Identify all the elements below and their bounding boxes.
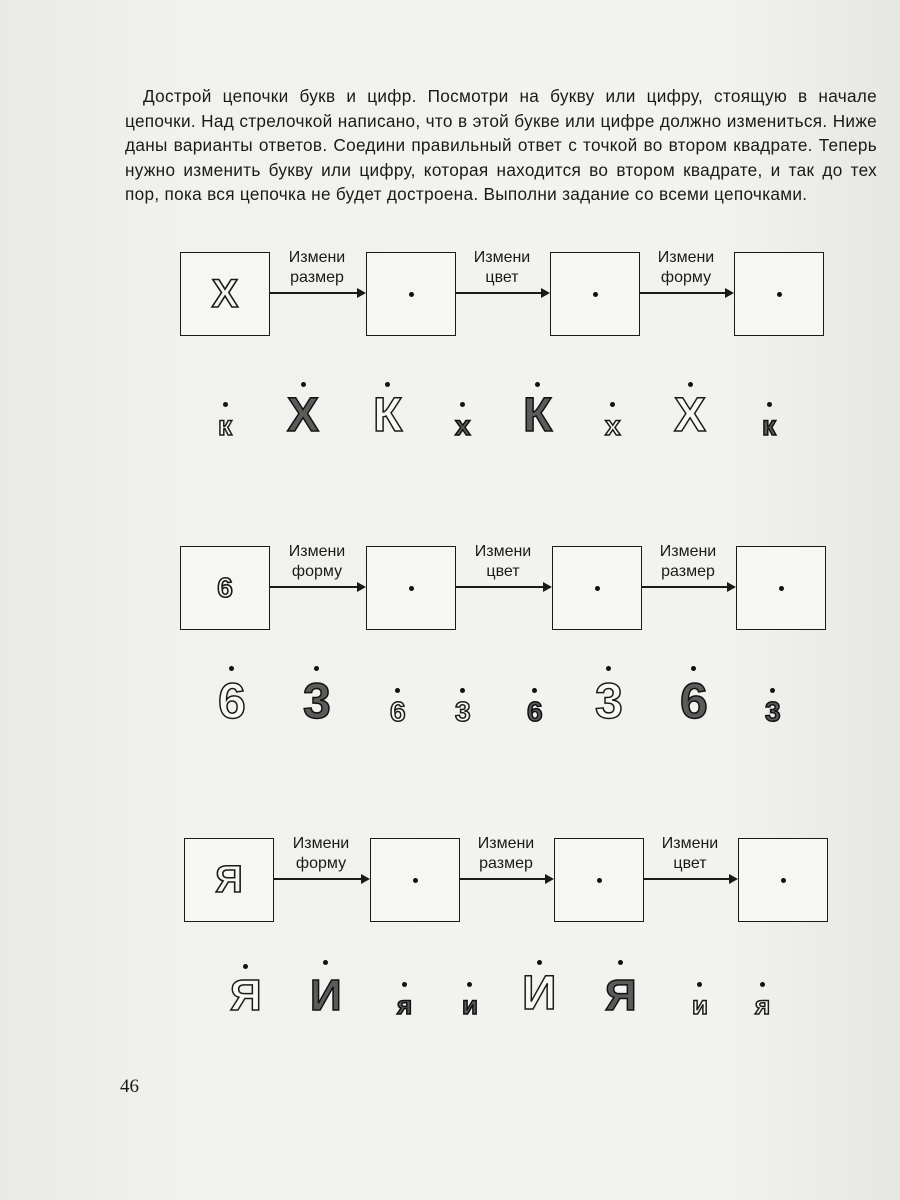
chain-3-start-box xyxy=(184,838,274,922)
chain-2-arrow-1-label: Измени форму xyxy=(288,543,346,580)
option-dot[interactable] xyxy=(535,382,540,387)
chain-3-arrow-1 xyxy=(274,878,368,880)
chain-1-answer-box-2[interactable] xyxy=(550,252,640,336)
option-dot[interactable] xyxy=(618,960,623,965)
chain-1-arrow-2-label: Измени цвет xyxy=(473,249,531,286)
chain-2-arrow-2-label: Измени цвет xyxy=(474,543,532,580)
option-dot[interactable] xyxy=(770,688,775,693)
option-dot[interactable] xyxy=(460,688,465,693)
option-glyph: я xyxy=(755,990,771,1020)
option[interactable] xyxy=(230,971,262,1020)
chain-3-answer-box-3[interactable] xyxy=(738,838,828,922)
option[interactable] xyxy=(303,673,331,729)
option-glyph: 3 xyxy=(765,696,781,727)
chain-1-start-box xyxy=(180,252,270,336)
chain-2-start-digit: 6 xyxy=(217,572,233,603)
chain-3-arrow-2-label: Измени размер xyxy=(477,835,535,872)
connection-dot[interactable] xyxy=(413,878,418,883)
option-glyph: 3 xyxy=(595,673,623,729)
option[interactable] xyxy=(762,412,776,440)
chain-1-arrow-1-label: Измени размер xyxy=(288,249,346,286)
option-dot[interactable] xyxy=(760,982,765,987)
option-glyph: 6 xyxy=(218,673,246,729)
chain-3-start-letter: Я xyxy=(215,859,243,901)
chain-2-answer-box-3[interactable] xyxy=(736,546,826,630)
option[interactable] xyxy=(755,992,770,1018)
option[interactable] xyxy=(680,673,708,729)
chain-1-answer-box-3[interactable] xyxy=(734,252,824,336)
option-dot[interactable] xyxy=(537,960,542,965)
option[interactable] xyxy=(455,698,471,726)
option[interactable] xyxy=(218,412,232,440)
option[interactable] xyxy=(523,389,553,442)
option-glyph: 6 xyxy=(680,673,708,729)
option[interactable] xyxy=(692,992,708,1018)
option-dot[interactable] xyxy=(532,688,537,693)
connection-dot[interactable] xyxy=(593,292,598,297)
chain-3-arrow-3 xyxy=(644,878,736,880)
connection-dot[interactable] xyxy=(781,878,786,883)
chain-3 xyxy=(184,835,834,928)
option[interactable] xyxy=(287,389,320,442)
chain-1 xyxy=(180,249,830,342)
task-instructions: Дострой цепочки букв и цифр. Посмотри на букву или цифру, стоящую в начале цепочки. Над стрелочкой написано, что в этой букве или цифре должно измениться. Ниже даны варианты ответов. Соедини правильный ответ с точкой во втором квадрате. Теперь нужно изменить букву или цифру, которая находится во втором квадрате, и так до тех пор, пока вся цепочка не будет достроена. Выполни задание со всеми цепочками. xyxy=(125,86,877,204)
connection-dot[interactable] xyxy=(595,586,600,591)
option-dot[interactable] xyxy=(402,982,407,987)
connection-dot[interactable] xyxy=(409,292,414,297)
option[interactable] xyxy=(397,992,412,1018)
chain-3-options xyxy=(190,938,830,1018)
option-dot[interactable] xyxy=(697,982,702,987)
option-glyph: и xyxy=(462,990,478,1020)
option-dot[interactable] xyxy=(610,402,615,407)
option[interactable] xyxy=(765,698,781,726)
chain-1-arrow-2 xyxy=(456,292,548,294)
option[interactable] xyxy=(674,389,707,442)
option[interactable] xyxy=(605,412,621,440)
option-dot[interactable] xyxy=(467,982,472,987)
chain-3-arrow-1-label: Измени форму xyxy=(292,835,350,872)
option[interactable] xyxy=(373,389,403,442)
option-dot[interactable] xyxy=(314,666,319,671)
option-dot[interactable] xyxy=(395,688,400,693)
option-glyph: х xyxy=(455,410,471,441)
option-glyph: К xyxy=(523,389,553,442)
option-dot[interactable] xyxy=(606,666,611,671)
option-dot[interactable] xyxy=(301,382,306,387)
option-glyph: 3 xyxy=(455,696,471,727)
option-glyph: 3 xyxy=(303,673,331,729)
chain-1-options xyxy=(190,360,830,440)
option[interactable] xyxy=(455,412,471,440)
option[interactable] xyxy=(522,967,557,1020)
chain-2-answer-box-1[interactable] xyxy=(366,546,456,630)
option-glyph: Я xyxy=(230,971,262,1020)
chain-2-arrow-1 xyxy=(270,586,364,588)
option-dot[interactable] xyxy=(385,382,390,387)
chain-1-arrow-3-label: Измени форму xyxy=(657,249,715,286)
option-dot[interactable] xyxy=(691,666,696,671)
chain-2 xyxy=(180,543,830,636)
option-glyph: я xyxy=(397,990,413,1020)
option-glyph: Х xyxy=(674,389,707,442)
chain-1-answer-box-1[interactable] xyxy=(366,252,456,336)
option-glyph: 6 xyxy=(527,696,543,727)
option-glyph: 6 xyxy=(390,696,406,727)
option-glyph: И xyxy=(310,971,342,1020)
option[interactable] xyxy=(527,698,543,726)
chain-3-arrow-3-label: Измени цвет xyxy=(661,835,719,872)
option-dot[interactable] xyxy=(688,382,693,387)
option-glyph: к xyxy=(218,410,233,441)
connection-dot[interactable] xyxy=(779,586,784,591)
option[interactable] xyxy=(310,971,342,1020)
option[interactable] xyxy=(462,992,478,1018)
option-glyph: Х xyxy=(287,389,320,442)
option-dot[interactable] xyxy=(323,960,328,965)
option-dot[interactable] xyxy=(223,402,228,407)
option[interactable] xyxy=(390,698,406,726)
connection-dot[interactable] xyxy=(597,878,602,883)
chain-2-arrow-3-label: Измени размер xyxy=(659,543,717,580)
connection-dot[interactable] xyxy=(409,586,414,591)
option-glyph: К xyxy=(373,389,403,442)
chain-2-arrow-3 xyxy=(642,586,734,588)
chain-1-arrow-3 xyxy=(640,292,732,294)
connection-dot[interactable] xyxy=(777,292,782,297)
option-glyph: и xyxy=(692,990,708,1020)
chain-2-answer-box-2[interactable] xyxy=(552,546,642,630)
option[interactable] xyxy=(605,971,637,1020)
option-glyph: И xyxy=(522,967,557,1020)
option-glyph: к xyxy=(762,410,777,441)
chain-2-options xyxy=(190,646,830,729)
chain-1-arrow-1 xyxy=(270,292,364,294)
chain-3-answer-box-2[interactable] xyxy=(554,838,644,922)
option-dot[interactable] xyxy=(460,402,465,407)
chain-1-start-letter: Х xyxy=(211,272,239,316)
option-glyph: х xyxy=(605,410,621,441)
chain-3-arrow-2 xyxy=(460,878,552,880)
chain-2-start-box xyxy=(180,546,270,630)
option-dot[interactable] xyxy=(229,666,234,671)
option[interactable] xyxy=(595,673,623,729)
option-dot[interactable] xyxy=(243,964,248,969)
option-glyph: Я xyxy=(605,971,637,1020)
chain-3-answer-box-1[interactable] xyxy=(370,838,460,922)
page-number: 46 xyxy=(120,1076,139,1097)
chain-2-arrow-2 xyxy=(456,586,550,588)
option[interactable] xyxy=(218,673,246,729)
option-dot[interactable] xyxy=(767,402,772,407)
